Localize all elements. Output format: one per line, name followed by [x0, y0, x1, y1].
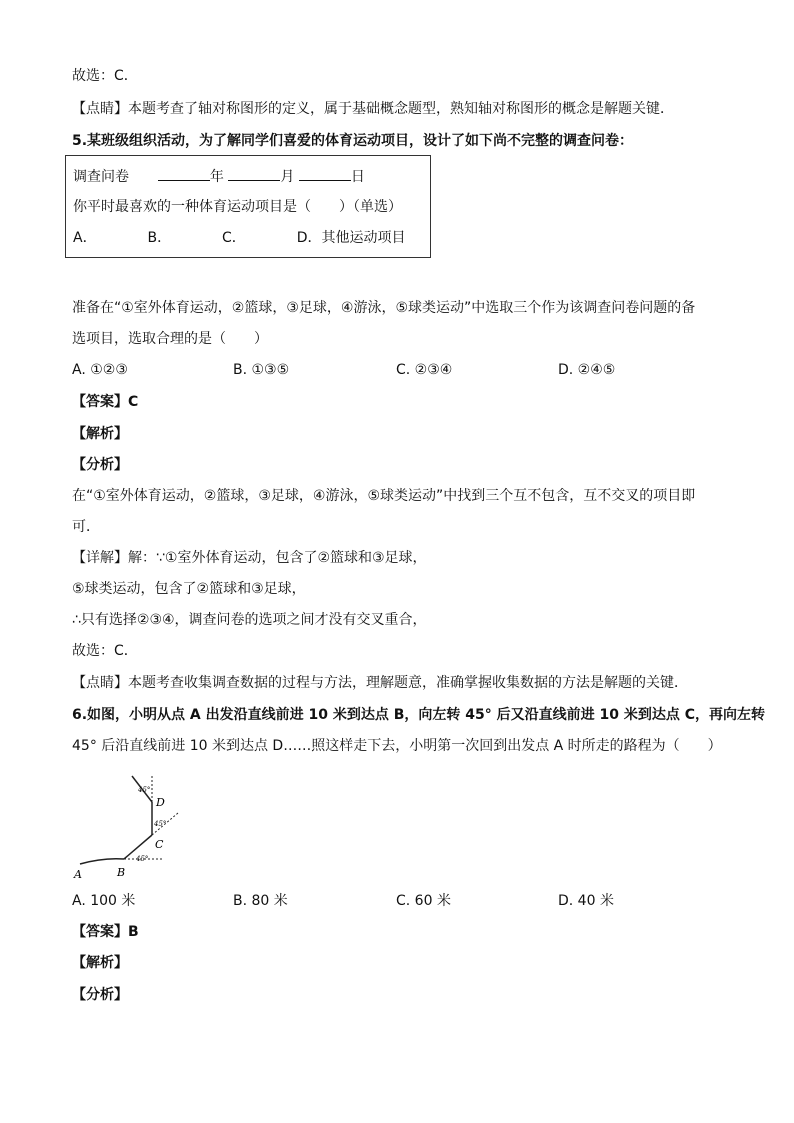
point-label-d: D	[156, 796, 165, 809]
survey-box	[65, 155, 431, 258]
angle-label-c: 45°	[154, 820, 167, 828]
q5-analysis-heading: 【解析】	[72, 426, 128, 442]
q6-option-d: D. 40 米	[558, 893, 614, 909]
q5-fenxi-line1: 在“①室外体育运动，②篮球，③足球，④游泳，⑤球类运动”中找到三个互不包含，互不交叉的项目即	[72, 488, 696, 504]
q5-options	[72, 360, 752, 380]
survey-day: 日	[350, 169, 365, 185]
q5-detail-line2: ⑤球类运动，包含了②篮球和③足球，	[72, 581, 306, 597]
path-a-b	[80, 859, 124, 864]
q5-fenxi-heading: 【分析】	[72, 457, 128, 473]
survey-title: 调查问卷	[73, 169, 129, 185]
survey-question: 你平时最喜欢的一种体育运动项目是（ ）（单选）	[73, 199, 402, 215]
walk-path-figure	[72, 768, 197, 883]
q6-option-c: C. 60 米	[396, 893, 451, 909]
survey-month: 月	[280, 169, 295, 185]
blank-day	[299, 166, 351, 181]
survey-date-row	[73, 166, 365, 187]
q6-option-a: A. 100 米	[72, 893, 136, 909]
point-label-b: B	[117, 866, 126, 879]
q6-fenxi-heading: 【分析】	[72, 987, 128, 1003]
survey-opt-a: A．	[73, 230, 97, 246]
q5-option-b: B. ①③⑤	[233, 362, 290, 378]
q4-comment: 【点睛】本题考查了轴对称图形的定义，属于基础概念题型，熟知轴对称图形的概念是解题关键．	[72, 101, 674, 117]
q5-stem: 5.某班级组织活动，为了解同学们喜爱的体育运动项目，设计了如下尚不完整的调查问卷：	[72, 133, 634, 149]
blank-month	[228, 166, 280, 181]
q5-prompt-line2: 选项目，选取合理的是（ ）	[72, 331, 268, 347]
survey-opt-c: C．	[222, 230, 246, 246]
q5-conclusion: 故选：C．	[72, 643, 138, 659]
q4-conclusion: 故选：C．	[72, 68, 138, 84]
q5-detail-line3: ∴只有选择②③④，调查问卷的选项之间才没有交叉重合，	[72, 612, 427, 628]
q5-option-d: D. ②④⑤	[558, 362, 616, 378]
survey-opt-b: B．	[147, 230, 172, 246]
q5-answer: 【答案】C	[72, 394, 139, 410]
q6-stem-line2: 45° 后沿直线前进 10 米到达点 D……照这样走下去，小明第一次回到出发点 A 时所走的路程为（ ）	[72, 738, 722, 754]
survey-year: 年	[209, 169, 224, 185]
survey-options-row	[73, 228, 405, 248]
q6-options	[72, 891, 752, 911]
point-label-c: C	[155, 838, 164, 851]
q6-analysis-heading: 【解析】	[72, 955, 128, 971]
q6-option-b: B. 80 米	[233, 893, 288, 909]
q5-option-c: C. ②③④	[396, 362, 453, 378]
q5-comment: 【点睛】本题考查收集调查数据的过程与方法，理解题意，准确掌握收集数据的方法是解题的关键．	[72, 675, 688, 691]
q5-fenxi-line2: 可．	[72, 519, 100, 535]
blank-year	[158, 166, 210, 181]
q5-detail-line1: 【详解】解：∵①室外体育运动，包含了②篮球和③足球，	[72, 550, 427, 566]
q5-option-a: A. ①②③	[72, 362, 128, 378]
point-label-a: A	[74, 868, 82, 881]
angle-label-b: 45°	[136, 855, 149, 863]
angle-label-d: 45°	[138, 786, 151, 794]
q6-stem-line1: 6.如图，小明从点 A 出发沿直线前进 10 米到达点 B，向左转 45° 后又沿直线前进 10 米到达点 C，再向左转	[72, 707, 766, 723]
survey-opt-d: D．其他运动项目	[296, 230, 406, 246]
q5-prompt-line1: 准备在“①室外体育运动，②篮球，③足球，④游泳，⑤球类运动”中选取三个作为该调查问卷问题的备	[72, 300, 696, 316]
q6-answer: 【答案】B	[72, 924, 139, 940]
